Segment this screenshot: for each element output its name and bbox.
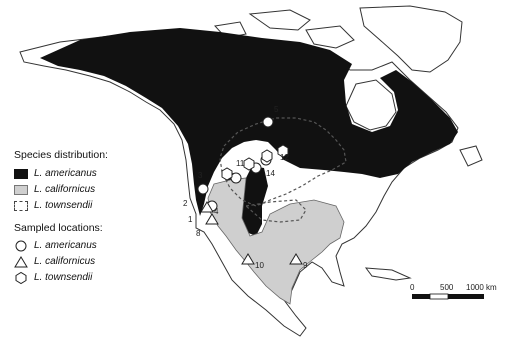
site-label-11: 11 [236, 159, 245, 168]
grey-swatch-icon [14, 185, 28, 195]
site-label-3: 3 [198, 171, 203, 180]
scale-bar-segment [430, 294, 448, 299]
cuba [366, 268, 410, 280]
site-label-1: 1 [188, 215, 193, 224]
triangle-marker-icon [14, 255, 28, 269]
legend-sampled-title: Sampled locations: [14, 221, 103, 234]
legend [14, 150, 164, 287]
legend-label: L. townsendii [34, 272, 93, 283]
site-label-14: 14 [266, 169, 275, 178]
scale-label-500: 500 [440, 283, 454, 292]
legend-item-californicus-range [14, 183, 164, 197]
scale-label-0: 0 [410, 283, 415, 292]
legend-label: L. californicus [34, 183, 96, 195]
site-label-12: 12 [280, 153, 289, 162]
scale-bar [410, 283, 497, 299]
site-label-4: 4 [214, 207, 219, 216]
site-marker-circle [263, 117, 273, 127]
legend-label: L. townsendii [34, 199, 93, 211]
site-label-5: 5 [274, 105, 279, 114]
site-marker-hexagon [262, 150, 272, 162]
legend-item-townsendii-sample [14, 271, 164, 285]
arctic-island [306, 26, 354, 48]
scale-bar-segment [448, 294, 484, 299]
site-marker-hexagon [222, 168, 232, 180]
legend-item-townsendii-range [14, 199, 164, 213]
arctic-island [250, 10, 310, 30]
legend-distribution-title: Species distribution: [14, 149, 108, 161]
legend-item-californicus-sample [14, 255, 164, 269]
greenland [360, 6, 462, 72]
site-marker-circle [198, 184, 208, 194]
legend-item-americanus-range [14, 167, 164, 181]
circle-marker-icon [14, 239, 28, 253]
scale-label-1000: 1000 km [466, 283, 497, 292]
hexagon-marker-icon [14, 271, 28, 285]
site-label-8: 8 [196, 229, 201, 238]
dashed-swatch-icon [14, 201, 28, 211]
scale-bar-segment [412, 294, 430, 299]
newfoundland [460, 146, 482, 166]
legend-item-americanus-sample [14, 239, 164, 253]
site-marker-hexagon [244, 158, 254, 170]
legend-label: L. californicus [34, 256, 96, 267]
site-label-2: 2 [183, 199, 188, 208]
black-swatch-icon [14, 169, 28, 179]
legend-label: L. americanus [34, 240, 97, 251]
legend-label: L. americanus [34, 167, 97, 179]
site-label-9: 9 [303, 261, 308, 270]
site-label-10: 10 [255, 261, 264, 270]
